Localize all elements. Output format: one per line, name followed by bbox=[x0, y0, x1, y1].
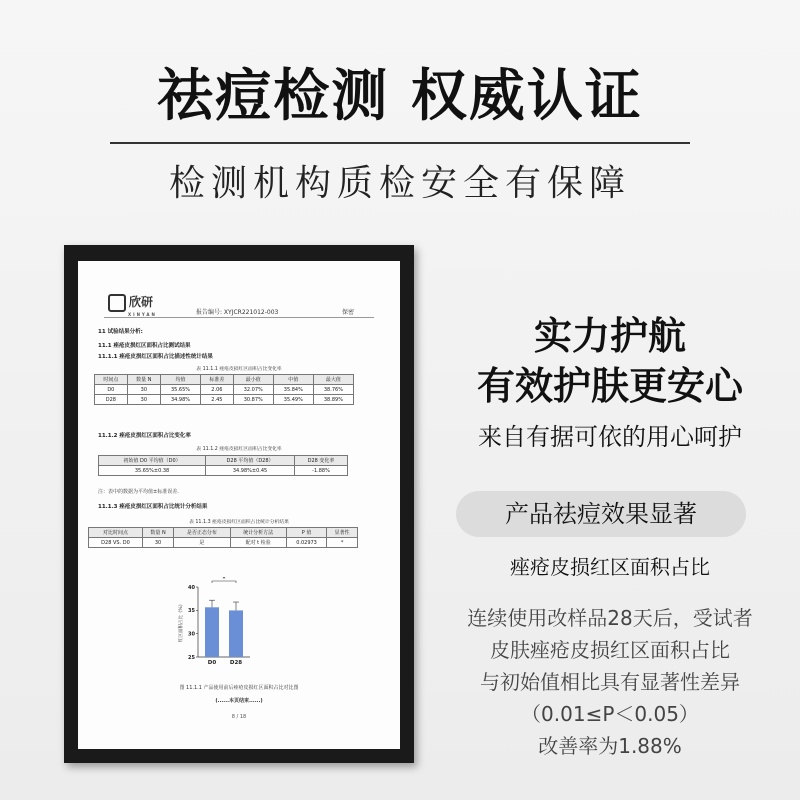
table-header-cell: 初始值 D0 平均值（D0） bbox=[99, 456, 206, 466]
table-cell: * bbox=[327, 538, 358, 548]
table-cell: D0 bbox=[95, 385, 128, 395]
table-header-cell: D28 平均值（D28） bbox=[206, 456, 295, 466]
logo-text: 欣研 bbox=[129, 295, 154, 309]
table-header-cell: 统计分析方法 bbox=[230, 528, 286, 538]
right-title-1: 实力护航 bbox=[533, 314, 686, 358]
table-header-cell: 最小值 bbox=[233, 375, 273, 385]
right-tagline: 来自有据可依的用心呵护 bbox=[478, 423, 742, 451]
table-header-cell: 最大值 bbox=[313, 375, 353, 385]
table-header-cell: 数量 N bbox=[127, 375, 160, 385]
section-11-1-3: 11.1.3 痤疮皮损红区面积占比统计分析结果 bbox=[98, 504, 208, 510]
headline: 祛痘检测 权威认证 bbox=[157, 64, 643, 129]
bar-d28 bbox=[229, 610, 243, 657]
report-number: 报告编号: XYJCR221012-003 bbox=[196, 309, 279, 316]
logo-mark-icon bbox=[108, 294, 126, 312]
change-rate-table bbox=[98, 455, 348, 476]
table-cell: 32.07% bbox=[233, 385, 273, 395]
table-cell: 0.02973 bbox=[286, 538, 326, 548]
table-row bbox=[95, 395, 354, 405]
descriptive-stats-table bbox=[94, 374, 354, 405]
result-line-2: 皮肤痤疮皮损红区面积占比 bbox=[490, 638, 730, 662]
divider-rule bbox=[110, 142, 690, 144]
table-header-cell: 时间点 bbox=[95, 375, 128, 385]
table-cell: 30 bbox=[142, 538, 173, 548]
section-11-1-1: 11.1.1 痤疮皮损红区面积占比描述性统计结果 bbox=[98, 354, 213, 360]
table-header-cell: 对比时间点 bbox=[89, 528, 143, 538]
y-axis-label: 红区面积占比（%） bbox=[179, 601, 184, 643]
table2-note: 注：表中的数据为平均值±标准误差. bbox=[98, 489, 179, 495]
section-11-1-2: 11.1.2 痤疮皮损红区面积占比变化率 bbox=[98, 433, 191, 439]
right-title-2: 有效护肤更安心 bbox=[476, 364, 743, 408]
table-cell: -1.88% bbox=[295, 466, 348, 476]
table-cell: 35.84% bbox=[273, 385, 313, 395]
table-cell: 34.98% bbox=[160, 395, 200, 405]
page-number: 8 / 18 bbox=[231, 714, 247, 720]
effect-pill-badge: 产品祛痘效果显著 bbox=[456, 491, 746, 537]
report-logo bbox=[108, 293, 157, 317]
table-header-cell: 数量 N bbox=[142, 528, 173, 538]
table-header-cell: 显著性 bbox=[327, 528, 358, 538]
result-line-3: 与初始值相比具有显著性差异 bbox=[480, 670, 740, 694]
table-cell: 配对 t 检验 bbox=[230, 538, 286, 548]
table-header-cell: 是否正态分布 bbox=[174, 528, 230, 538]
table-row bbox=[89, 538, 358, 548]
y-tick-label: 25 bbox=[188, 654, 195, 661]
table-header-cell: 标准差 bbox=[201, 375, 234, 385]
significance-mark: * bbox=[222, 577, 226, 583]
result-line-1: 连续使用改样品28天后，受试者 bbox=[467, 606, 753, 630]
table-cell: 38.76% bbox=[313, 385, 353, 395]
report-page bbox=[78, 261, 400, 749]
table1-caption: 表 11.1.1 痤疮皮损红区面积占比变化率 bbox=[196, 367, 282, 372]
table3-caption: 表 11.1.3 痤疮皮损红区面积占比统计分析结果 bbox=[189, 520, 289, 525]
table-cell: 35.65%±0.38 bbox=[99, 466, 206, 476]
x-tick-label: D0 bbox=[207, 660, 217, 666]
result-line-4: （0.01≤P＜0.05） bbox=[521, 702, 699, 726]
table-cell: 38.89% bbox=[313, 395, 353, 405]
y-tick-label: 40 bbox=[188, 584, 195, 591]
report-header-rule bbox=[104, 317, 374, 318]
subheadline: 检测机构质检安全有保障 bbox=[168, 163, 631, 204]
result-line-5: 改善率为1.88% bbox=[538, 734, 682, 758]
table-cell: 2.06 bbox=[201, 385, 234, 395]
table-row bbox=[99, 466, 348, 476]
table-header-cell: D28 变化率 bbox=[295, 456, 348, 466]
table-cell: D28 bbox=[95, 395, 128, 405]
comparison-bar-chart bbox=[174, 577, 254, 669]
section-11: 11 试验结果分析: bbox=[98, 329, 143, 335]
table-cell: 30 bbox=[127, 385, 160, 395]
table-cell: 30 bbox=[127, 395, 160, 405]
statistical-analysis-table bbox=[88, 527, 358, 548]
table-cell: 34.98%±0.45 bbox=[206, 466, 295, 476]
y-tick-label: 35 bbox=[188, 608, 195, 615]
end-of-page-note: (......本页结束......) bbox=[215, 698, 263, 704]
table-cell: 2.45 bbox=[201, 395, 234, 405]
table-cell: D28 VS. D0 bbox=[89, 538, 143, 548]
table-cell: 35.65% bbox=[160, 385, 200, 395]
table-header-cell: 中值 bbox=[273, 375, 313, 385]
bar-d0 bbox=[205, 607, 219, 657]
confidential-label: 保密 bbox=[342, 309, 355, 316]
metric-caption: 痤疮皮损红区面积占比 bbox=[510, 555, 710, 579]
table2-caption: 表 11.1.2 痤疮皮损红区面积占比变化率 bbox=[196, 447, 282, 452]
table-cell: 35.49% bbox=[273, 395, 313, 405]
y-tick-label: 30 bbox=[188, 631, 195, 638]
x-tick-label: D28 bbox=[229, 660, 243, 666]
table-cell: 30.87% bbox=[233, 395, 273, 405]
table-row bbox=[95, 385, 354, 395]
table-header-cell: 均值 bbox=[160, 375, 200, 385]
section-11-1: 11.1 痤疮皮损红区面积占比测试结果 bbox=[98, 343, 191, 349]
logo-sub: XINYAN bbox=[128, 311, 157, 317]
table-header-cell: P 值 bbox=[286, 528, 326, 538]
figure-caption: 图 11.1.1 产品使用前后痤疮皮损红区面积占比对比图 bbox=[179, 685, 299, 691]
table-cell: 是 bbox=[174, 538, 230, 548]
